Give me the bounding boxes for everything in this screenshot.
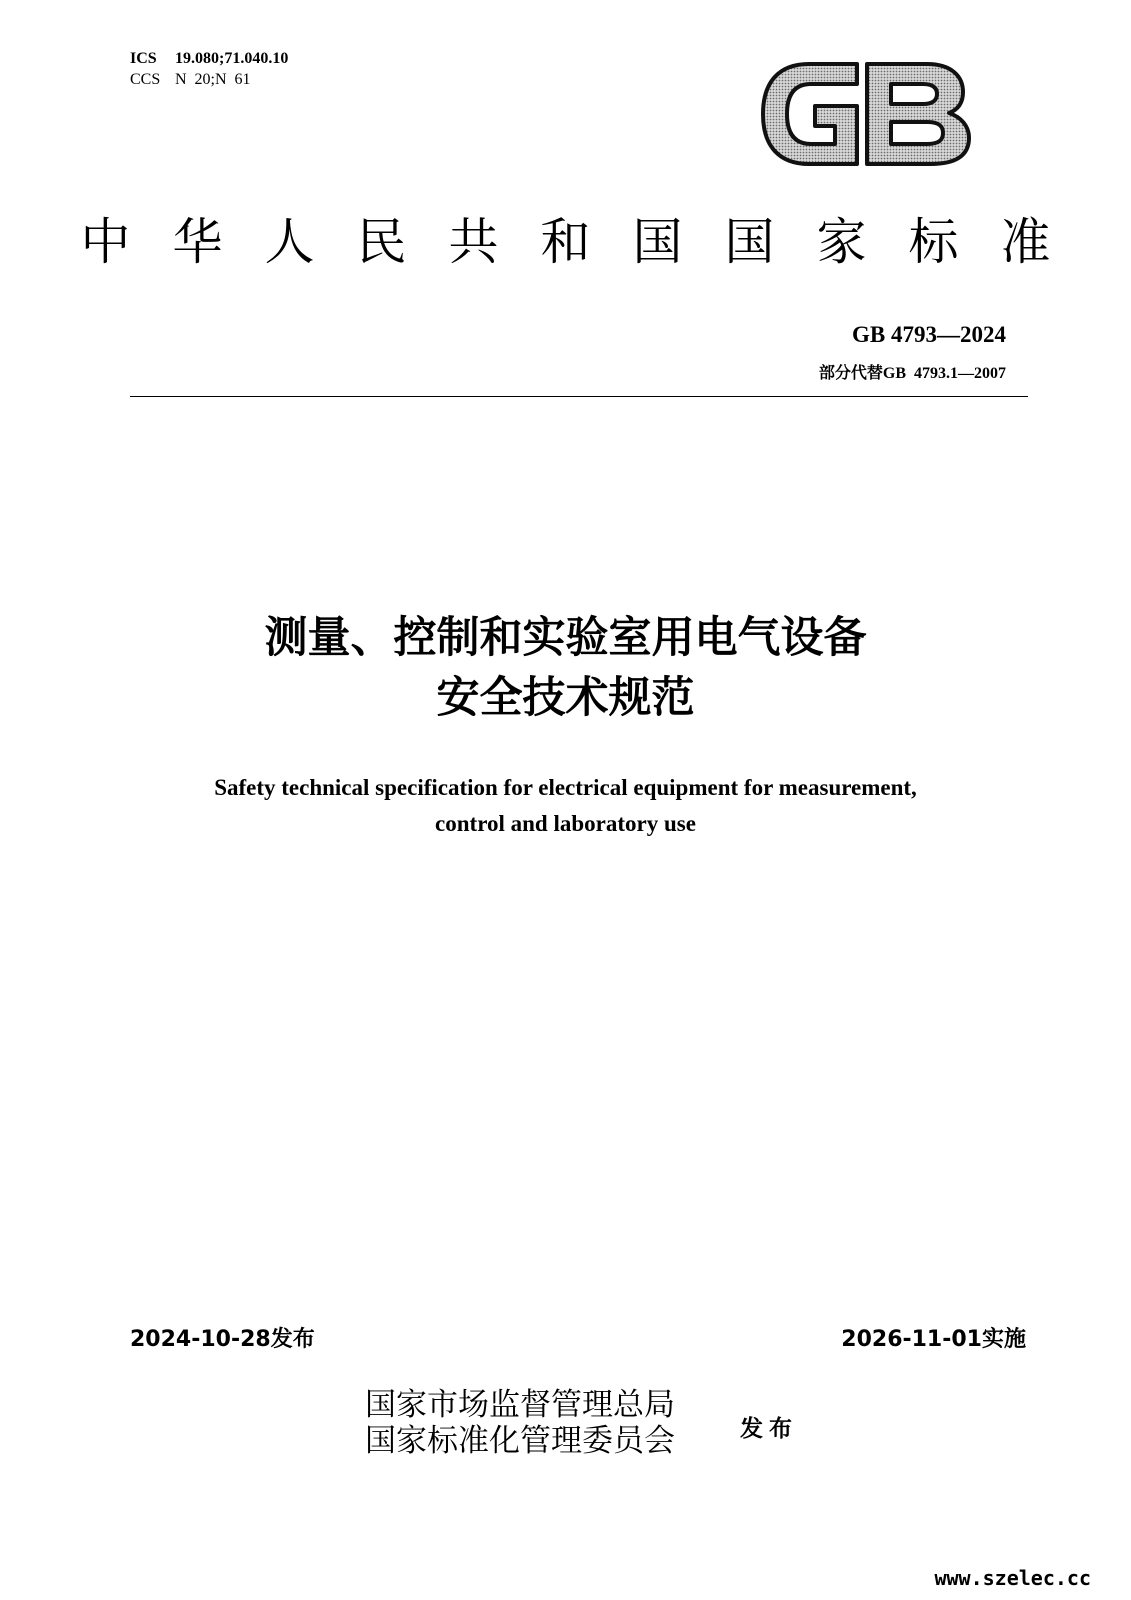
cn-title-line2: 安全技术规范 [436,673,695,723]
national-standard-title: 中华人民共和国国家标准 [80,213,1093,271]
implementation-date: 2026-11-01实施 [841,1327,1026,1352]
publishers [365,1387,675,1459]
issue-date: 2024-10-28发布 [130,1327,315,1352]
ics-label: ICS [130,50,157,67]
standard-number: GB 4793—2024 [852,322,1006,347]
classification-codes [130,48,288,90]
ics-row [130,48,288,69]
en-title-line2: control and laboratory use [435,811,696,836]
publisher-line2: 国家标准化管理委员会 [365,1423,675,1459]
ics-value: 19.080;71.040.10 [175,50,289,67]
ccs-value: N 20;N 61 [175,71,251,88]
en-title-line1: Safety technical specification for electrical equipment for measurement, [214,775,917,800]
publisher-line1: 国家市场监督管理总局 [365,1387,675,1423]
ccs-label: CCS [130,71,161,88]
watermark: www.szelec.cc [934,1566,1091,1590]
replaces-standard: 部分代替GB 4793.1—2007 [818,365,1006,382]
publish-label: 发布 [740,1416,798,1442]
cn-title-line1: 测量、控制和实验室用电气设备 [264,613,867,663]
ccs-row [130,69,288,90]
gb-logo [757,58,973,170]
header-divider [130,396,1028,397]
